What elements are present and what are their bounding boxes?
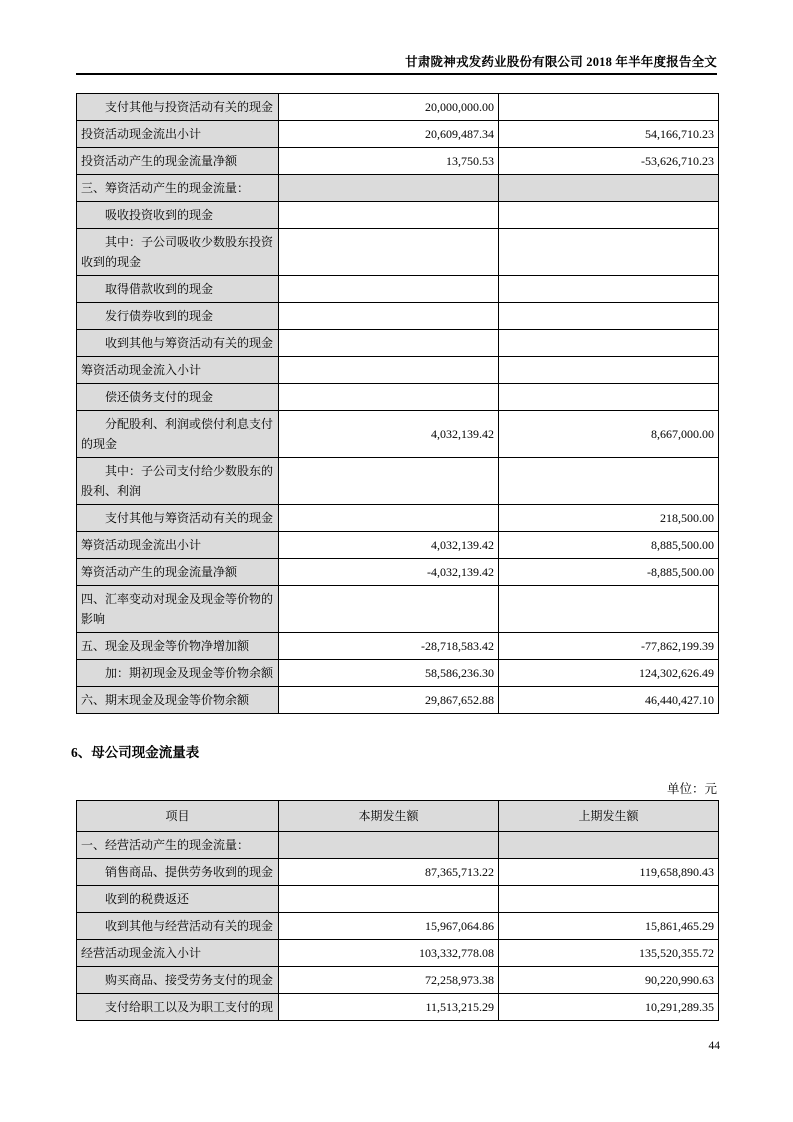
row-label: 筹资活动现金流出小计 — [77, 532, 279, 559]
table-row — [77, 411, 719, 458]
prior-period-value — [499, 458, 719, 505]
row-label: 收到的税费返还 — [77, 886, 279, 913]
page-number: 44 — [708, 1040, 720, 1052]
current-period-value: 11,513,215.29 — [279, 994, 499, 1021]
table-row — [77, 913, 719, 940]
row-label: 吸收投资收到的现金 — [77, 202, 279, 229]
table-row — [77, 586, 719, 633]
row-label: 偿还债务支付的现金 — [77, 384, 279, 411]
current-period-value: 29,867,652.88 — [279, 687, 499, 714]
row-label: 投资活动产生的现金流量净额 — [77, 148, 279, 175]
prior-period-value — [499, 330, 719, 357]
prior-period-value: -77,862,199.39 — [499, 633, 719, 660]
prior-period-value: 135,520,355.72 — [499, 940, 719, 967]
table-row — [77, 121, 719, 148]
row-label: 五、现金及现金等价物净增加额 — [77, 633, 279, 660]
cash-flow-table-body — [77, 94, 719, 714]
table-row — [77, 505, 719, 532]
col-header-prior-period: 上期发生额 — [499, 801, 719, 832]
current-period-value — [279, 330, 499, 357]
table-row — [77, 94, 719, 121]
current-period-value — [279, 229, 499, 276]
current-period-value — [279, 384, 499, 411]
table-row — [77, 886, 719, 913]
row-label: 取得借款收到的现金 — [77, 276, 279, 303]
prior-period-value: 8,667,000.00 — [499, 411, 719, 458]
row-label: 六、期末现金及现金等价物余额 — [77, 687, 279, 714]
table-row — [77, 660, 719, 687]
prior-period-value: -8,885,500.00 — [499, 559, 719, 586]
table-row — [77, 458, 719, 505]
row-label: 支付其他与投资活动有关的现金 — [77, 94, 279, 121]
row-label: 其中：子公司吸收少数股东投资收到的现金 — [77, 229, 279, 276]
row-label: 投资活动现金流出小计 — [77, 121, 279, 148]
row-label: 筹资活动产生的现金流量净额 — [77, 559, 279, 586]
prior-period-value — [499, 384, 719, 411]
table-row — [77, 859, 719, 886]
current-period-value: -4,032,139.42 — [279, 559, 499, 586]
table-row — [77, 148, 719, 175]
col-header-item: 项目 — [77, 801, 279, 832]
table-row — [77, 303, 719, 330]
col-header-current-period: 本期发生额 — [279, 801, 499, 832]
row-label: 一、经营活动产生的现金流量： — [77, 832, 279, 859]
parent-cash-flow-table-body — [77, 832, 719, 1021]
table-row — [77, 532, 719, 559]
prior-period-value — [499, 175, 719, 202]
prior-period-value — [499, 303, 719, 330]
current-period-value: -28,718,583.42 — [279, 633, 499, 660]
unit-label: 单位：元 — [666, 782, 717, 796]
table-header-row — [77, 801, 719, 832]
current-period-value — [279, 175, 499, 202]
section-row — [77, 175, 719, 202]
prior-period-value: 90,220,990.63 — [499, 967, 719, 994]
current-period-value — [279, 505, 499, 532]
prior-period-value — [499, 886, 719, 913]
consolidated-cash-flow-table-continued — [76, 93, 719, 714]
current-period-value — [279, 303, 499, 330]
row-label: 三、筹资活动产生的现金流量： — [77, 175, 279, 202]
current-period-value: 20,609,487.34 — [279, 121, 499, 148]
row-label: 经营活动现金流入小计 — [77, 940, 279, 967]
row-label: 支付其他与筹资活动有关的现金 — [77, 505, 279, 532]
table-row — [77, 276, 719, 303]
prior-period-value: -53,626,710.23 — [499, 148, 719, 175]
current-period-value — [279, 832, 499, 859]
prior-period-value: 8,885,500.00 — [499, 532, 719, 559]
current-period-value: 103,332,778.08 — [279, 940, 499, 967]
table-row — [77, 967, 719, 994]
prior-period-value — [499, 276, 719, 303]
table-row — [77, 330, 719, 357]
header-rule — [76, 73, 717, 75]
report-header-title: 甘肃陇神戎发药业股份有限公司 2018 年半年度报告全文 — [405, 55, 717, 69]
row-label: 发行债券收到的现金 — [77, 303, 279, 330]
row-label: 四、汇率变动对现金及现金等价物的影响 — [77, 586, 279, 633]
table-row — [77, 384, 719, 411]
section-row — [77, 832, 719, 859]
prior-period-value: 119,658,890.43 — [499, 859, 719, 886]
parent-company-cash-flow-table — [76, 800, 719, 1021]
prior-period-value — [499, 94, 719, 121]
prior-period-value: 54,166,710.23 — [499, 121, 719, 148]
table-row — [77, 940, 719, 967]
section-heading: 6、母公司现金流量表 — [71, 745, 200, 760]
current-period-value — [279, 357, 499, 384]
row-label: 支付给职工以及为职工支付的现 — [77, 994, 279, 1021]
prior-period-value: 218,500.00 — [499, 505, 719, 532]
row-label: 加：期初现金及现金等价物余额 — [77, 660, 279, 687]
current-period-value: 15,967,064.86 — [279, 913, 499, 940]
current-period-value — [279, 202, 499, 229]
current-period-value: 13,750.53 — [279, 148, 499, 175]
table-row — [77, 687, 719, 714]
current-period-value: 20,000,000.00 — [279, 94, 499, 121]
current-period-value: 87,365,713.22 — [279, 859, 499, 886]
table-row — [77, 994, 719, 1021]
table-row — [77, 559, 719, 586]
prior-period-value — [499, 586, 719, 633]
current-period-value: 4,032,139.42 — [279, 411, 499, 458]
table-row — [77, 229, 719, 276]
prior-period-value: 10,291,289.35 — [499, 994, 719, 1021]
current-period-value: 4,032,139.42 — [279, 532, 499, 559]
current-period-value — [279, 276, 499, 303]
current-period-value: 72,258,973.38 — [279, 967, 499, 994]
table-row — [77, 357, 719, 384]
prior-period-value — [499, 202, 719, 229]
current-period-value — [279, 586, 499, 633]
prior-period-value — [499, 357, 719, 384]
prior-period-value: 15,861,465.29 — [499, 913, 719, 940]
row-label: 其中：子公司支付给少数股东的股利、利润 — [77, 458, 279, 505]
row-label: 购买商品、接受劳务支付的现金 — [77, 967, 279, 994]
prior-period-value — [499, 229, 719, 276]
row-label: 收到其他与筹资活动有关的现金 — [77, 330, 279, 357]
table-row — [77, 202, 719, 229]
row-label: 分配股利、利润或偿付利息支付的现金 — [77, 411, 279, 458]
row-label: 筹资活动现金流入小计 — [77, 357, 279, 384]
row-label: 销售商品、提供劳务收到的现金 — [77, 859, 279, 886]
prior-period-value — [499, 832, 719, 859]
prior-period-value: 124,302,626.49 — [499, 660, 719, 687]
prior-period-value: 46,440,427.10 — [499, 687, 719, 714]
current-period-value: 58,586,236.30 — [279, 660, 499, 687]
current-period-value — [279, 886, 499, 913]
row-label: 收到其他与经营活动有关的现金 — [77, 913, 279, 940]
table-row — [77, 633, 719, 660]
current-period-value — [279, 458, 499, 505]
